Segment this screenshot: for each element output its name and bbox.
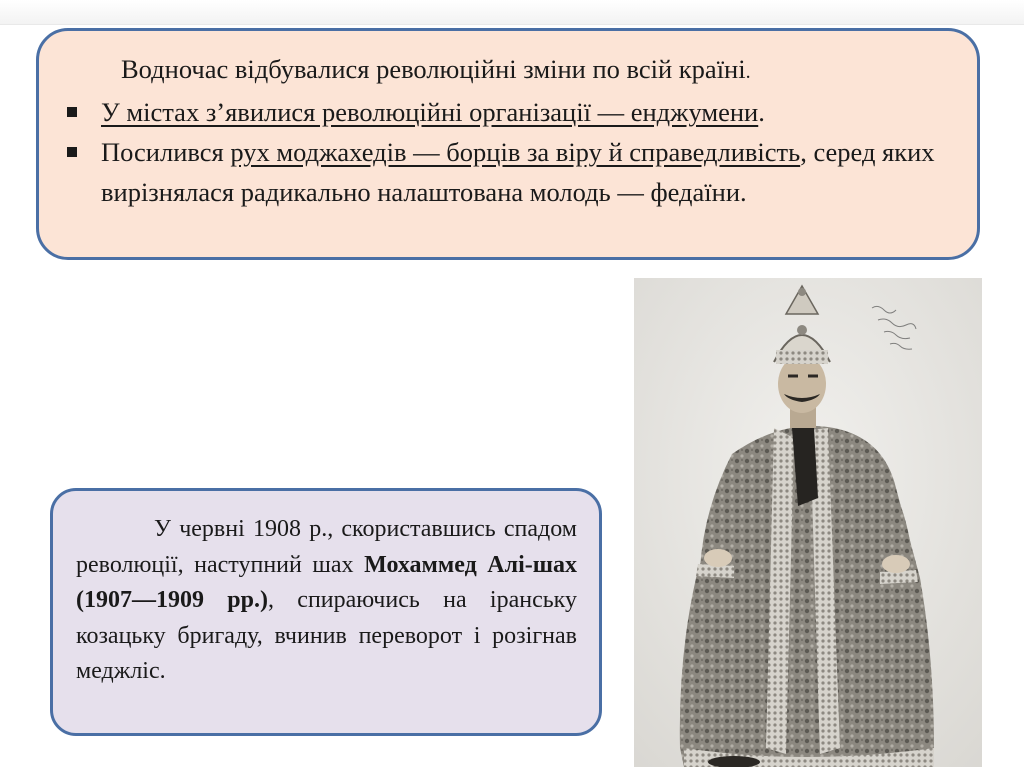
intro-text: Водночас відбувалися революційні зміни по всій країні [121, 54, 746, 84]
coup-tail-text: , спираючись на іранську козацьку бригаду, вчинив переворот і розігнав меджліс. [76, 587, 577, 684]
bullet-enjumeni [67, 92, 953, 132]
mojahedin-tail: , серед яких вирізнялася радикально налаштована молодь — федаїни. [101, 137, 935, 207]
shah-name-bold: Мохаммед Алі-шах (1907—1909 рр.) [76, 551, 578, 613]
slide-top-rule [0, 0, 1024, 25]
square-bullet-icon [67, 147, 77, 157]
coup-lead-text: У червні 1908 р., скориставшись спадом революції, наступний шах [76, 516, 577, 578]
enjumeni-tail: . [758, 97, 765, 127]
intro-line [67, 49, 953, 92]
enjumeni-text: У містах з’явилися революційні організації — енджумени [101, 97, 759, 127]
shah-portrait-photo [634, 278, 982, 767]
bullet-mojahedin [67, 132, 953, 212]
coup-1908-box [50, 488, 602, 736]
mojahedin-lead: Посилився [101, 137, 231, 167]
intro-end: . [745, 61, 751, 83]
revolution-changes-box [36, 28, 980, 260]
square-bullet-icon [67, 107, 77, 117]
mojahedin-underlined: рух моджахедів — борців за віру й справедливість [230, 137, 801, 167]
